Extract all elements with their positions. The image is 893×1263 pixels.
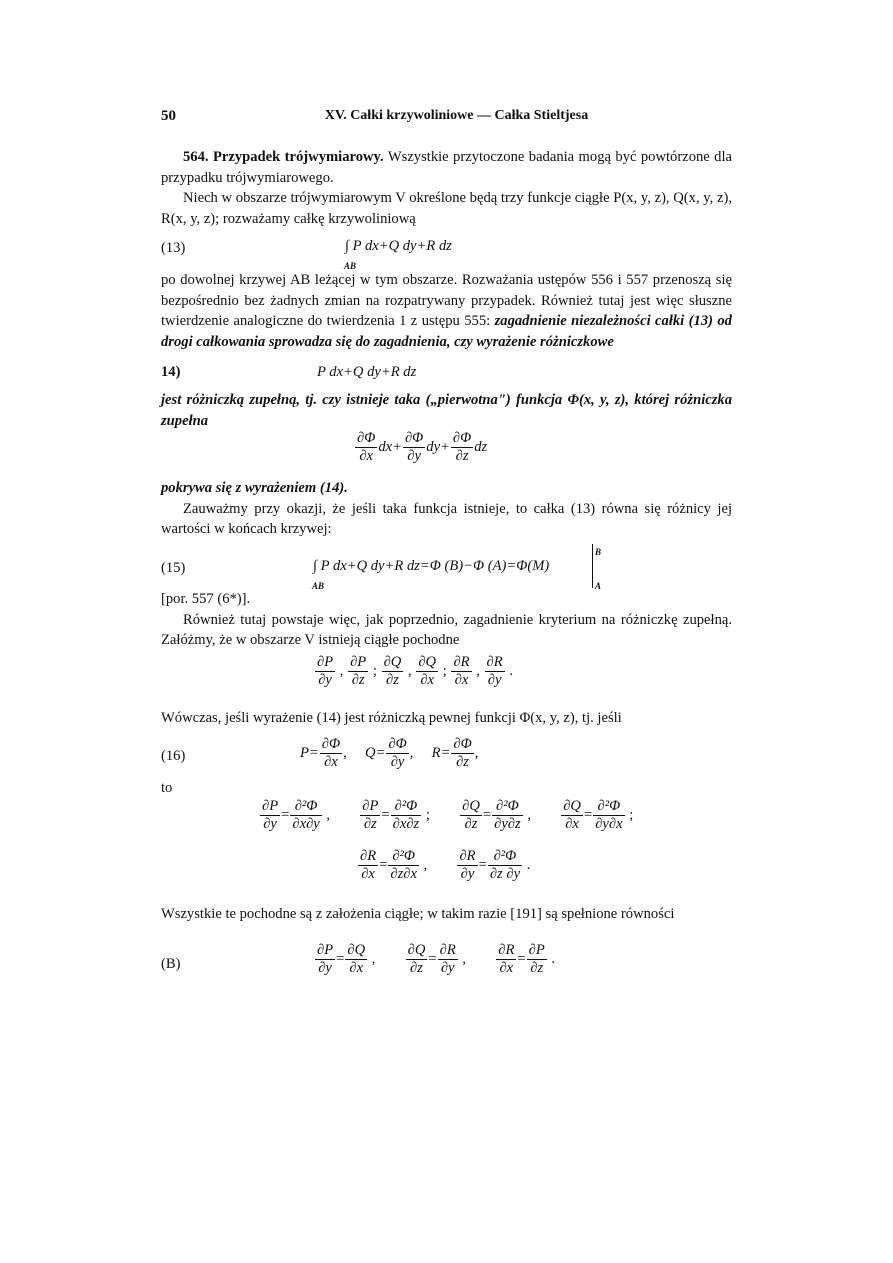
frac-num: ∂R bbox=[453, 654, 470, 670]
eq13-body: ∫ P dx+Q dy+R dz bbox=[345, 238, 452, 254]
frac-den: ∂x bbox=[565, 816, 579, 832]
fraction bbox=[451, 654, 471, 689]
frac-num: ∂Q bbox=[383, 654, 402, 670]
frac-num: ∂²Φ bbox=[593, 798, 624, 816]
symbol: , bbox=[523, 806, 561, 823]
frac-den: ∂x bbox=[454, 672, 469, 688]
fraction bbox=[457, 848, 477, 883]
frac-num: ∂Q bbox=[563, 798, 581, 814]
fraction bbox=[488, 848, 522, 883]
frac-num: ∂²Φ bbox=[492, 798, 523, 816]
symbol: = bbox=[381, 806, 390, 823]
symbol: = bbox=[482, 806, 492, 823]
eq16-Q: Q= bbox=[364, 744, 386, 761]
fraction bbox=[496, 942, 516, 977]
section-intro bbox=[161, 147, 732, 229]
symbol: , bbox=[336, 662, 348, 679]
equation-13 bbox=[161, 232, 732, 271]
frac-num: ∂R bbox=[439, 942, 456, 958]
fraction bbox=[315, 654, 335, 689]
paragraph-9 bbox=[161, 904, 732, 925]
paragraph-4: pokrywa się z wyrażeniem (14). bbox=[161, 480, 348, 496]
fraction bbox=[382, 654, 404, 689]
eq15-limit: AB bbox=[312, 581, 325, 591]
symbol: , bbox=[404, 662, 416, 679]
frac-num: ∂P bbox=[362, 798, 379, 814]
symbol: , bbox=[322, 806, 360, 823]
term: dy+ bbox=[426, 438, 450, 455]
eq15-upper: B bbox=[595, 547, 602, 557]
frac-den: ∂z bbox=[455, 448, 469, 464]
frac-den: ∂x bbox=[499, 960, 514, 976]
frac-num: ∂P bbox=[528, 942, 545, 958]
fraction bbox=[360, 798, 380, 833]
frac-den: ∂z bbox=[456, 754, 469, 770]
frac-den: ∂z bbox=[363, 816, 377, 832]
eq16-P: P= bbox=[300, 744, 319, 761]
symbol: . bbox=[547, 950, 556, 967]
symbol: ; bbox=[439, 662, 451, 679]
frac-num: ∂P bbox=[317, 942, 334, 958]
eq16-R: R= bbox=[431, 744, 451, 761]
fraction bbox=[348, 654, 368, 689]
frac-num: ∂Q bbox=[418, 654, 437, 670]
page-number: 50 bbox=[161, 108, 176, 124]
frac-den: ∂y bbox=[390, 754, 405, 770]
frac-num: ∂²Φ bbox=[388, 848, 419, 866]
frac-num: ∂²Φ bbox=[488, 848, 522, 866]
frac-num: ∂Φ bbox=[453, 736, 472, 752]
symbol: ; bbox=[625, 806, 634, 823]
paragraph-9-text: Wszystkie te pochodne są z założenia ciągłe; w takim razie [191] są spełnione równości bbox=[161, 906, 675, 922]
frac-den: ∂y bbox=[460, 866, 475, 882]
fraction bbox=[358, 848, 378, 883]
eq15-body: ∫ P dx+Q dy+R dz=Φ (B)−Φ (A)=Φ(M) bbox=[313, 558, 550, 574]
fraction bbox=[315, 942, 335, 977]
frac-den: ∂x bbox=[420, 672, 435, 688]
symbol: . bbox=[523, 856, 531, 873]
frac-num: ∂R bbox=[486, 654, 503, 670]
symbol: , bbox=[472, 662, 484, 679]
frac-den: ∂y∂x bbox=[595, 816, 623, 832]
paragraph-2-italic: zagadnienie niezależności całki (13) od drogi całkowania sprowadza się do zagadnienia, czy wyrażenie różniczkowe bbox=[161, 313, 732, 350]
fraction bbox=[492, 798, 523, 833]
frac-den: ∂y bbox=[318, 672, 332, 688]
paragraphs-6-7 bbox=[161, 589, 732, 651]
symbol: ; bbox=[422, 806, 460, 823]
fraction bbox=[260, 798, 280, 833]
frac-den: ∂x bbox=[359, 448, 374, 464]
frac-num: ∂R bbox=[498, 942, 515, 958]
frac-den: ∂x bbox=[361, 866, 375, 882]
eq16-label: (16) bbox=[161, 748, 186, 764]
frac-den: ∂z bbox=[464, 816, 478, 832]
frac-num: ∂Φ bbox=[452, 430, 472, 446]
paragraph-2-plain: po dowolnej krzywej AB leżącej w tym obszarze. Rozważania ustępów 556 i 557 przenoszą się bezpośrednio bez żadnych zmian na rozpatrywany przypadek. Również tutaj jest więc słuszne twierdzenie analogiczne do twierdzenia 1 z ustępu 555: bbox=[161, 272, 732, 330]
frac-num: ∂Q bbox=[407, 942, 426, 958]
fraction bbox=[438, 942, 458, 977]
frac-den: ∂z bbox=[351, 672, 365, 688]
frac-den: ∂x∂y bbox=[292, 816, 320, 832]
paragraph-8-text: Wówczas, jeśli wyrażenie (14) jest różniczką pewnej funkcji Φ(x, y, z), tj. jeśli bbox=[161, 710, 622, 726]
frac-num: ∂Q bbox=[347, 942, 366, 958]
frac-num: ∂²Φ bbox=[391, 798, 422, 816]
symbol: . bbox=[505, 662, 513, 679]
equation-15 bbox=[161, 547, 732, 591]
eqB-label: (B) bbox=[161, 956, 181, 972]
frac-num: ∂Φ bbox=[404, 430, 424, 446]
symbol: , bbox=[368, 950, 405, 967]
section-intro-text: Wszystkie przytoczone badania mogą być powtórzone dla przypadku trójwymiarowego. bbox=[161, 149, 733, 186]
symbol: = bbox=[517, 950, 526, 967]
eval-bar bbox=[592, 544, 593, 588]
frac-num: ∂²Φ bbox=[290, 798, 321, 816]
frac-num: ∂Q bbox=[462, 798, 480, 814]
paragraph-3 bbox=[161, 390, 732, 431]
symbol: ; bbox=[369, 662, 381, 679]
frac-den: ∂z ∂y bbox=[489, 866, 521, 882]
term: dz bbox=[474, 438, 488, 455]
frac-num: ∂R bbox=[459, 848, 476, 864]
frac-den: ∂x bbox=[349, 960, 364, 976]
frac-den: ∂y bbox=[407, 448, 421, 464]
fraction bbox=[345, 942, 367, 977]
symbol: = bbox=[428, 950, 437, 967]
symbol: , bbox=[458, 950, 496, 967]
frac-den: ∂y bbox=[487, 672, 502, 688]
eq13-limit: AB bbox=[344, 261, 357, 271]
frac-den: ∂y bbox=[440, 960, 455, 976]
fraction bbox=[388, 848, 419, 883]
eq13-label: (13) bbox=[161, 240, 186, 256]
eq15-lower: A bbox=[595, 581, 602, 591]
symbol: = bbox=[478, 856, 487, 873]
paragraphs-4-5 bbox=[161, 478, 732, 540]
eq14-body: P dx+Q dy+R dz bbox=[317, 364, 417, 380]
frac-den: ∂x∂z bbox=[392, 816, 420, 832]
running-title: XV. Całki krzywoliniowe — Całka Stieltjesa bbox=[324, 108, 589, 123]
eq15-label: (15) bbox=[161, 560, 186, 576]
fraction bbox=[460, 798, 482, 833]
fraction bbox=[593, 798, 624, 833]
frac-num: ∂P bbox=[350, 654, 367, 670]
fraction bbox=[561, 798, 583, 833]
fraction bbox=[416, 654, 438, 689]
section-number: 564. bbox=[183, 149, 209, 165]
fraction bbox=[391, 798, 422, 833]
paragraph-8 bbox=[161, 708, 732, 729]
frac-num: ∂Φ bbox=[388, 736, 407, 752]
fraction bbox=[406, 942, 428, 977]
frac-den: ∂z bbox=[530, 960, 544, 976]
fraction bbox=[485, 654, 505, 689]
paragraph-6: [por. 557 (6*)]. bbox=[161, 591, 251, 607]
fraction bbox=[290, 798, 321, 833]
symbol: = bbox=[281, 806, 290, 823]
frac-num: ∂R bbox=[360, 848, 377, 864]
frac-num: ∂P bbox=[317, 654, 334, 670]
term: dx+ bbox=[378, 438, 402, 455]
paragraph-3-text: jest różniczką zupełną, tj. czy istnieje taka („pierwotna") funkcja Φ(x, y, z), której różniczka zupełna bbox=[161, 392, 732, 429]
frac-den: ∂y∂z bbox=[494, 816, 521, 832]
frac-den: ∂y bbox=[318, 960, 332, 976]
frac-den: ∂y bbox=[263, 816, 277, 832]
frac-num: ∂Φ bbox=[357, 430, 376, 446]
page: 50 XV. Całki krzywoliniowe — Całka Stieltjesa 564. Przypadek trójwymiarowy. Wszystkie przytoczone badania mogą być powtórzone dla przypadku trójwymiarowego. Niech w obszarze trójwymiarowym V określone będą trzy funkcje ciągłe P(x, y, z), Q(x, y, z), R(x, y, z); rozważamy całkę krzywoliniową (13) ∫ P dx+Q dy+R dz AB po dowolnej krzywej AB leżącej w tym obszarze. Rozważania ustępów 556 i 557 przenoszą się bezpośrednio bez żadnych zmian na rozpatrywany przypadek. Również tutaj jest więc słuszne twierdzenie analogiczne do twierdzenia 1 z ustępu 555: zagadnienie niezależności całki (13) od drogi całkowania sprowadza się do zagadnienia, czy wyrażenie różniczkowe 14) P dx+Q dy+R dz jest różniczką zupełną, tj. czy istnieje taka („pierwotna") funkcja Φ(x, y, z), której różniczka zupełna $\frac{\partial\Phi}{\partial x}$ dx+ $\frac{\partial\Phi}{\partial y}$ dy+ $\frac{\partial\Phi}{\partial z}$ dz pokrywa się z wyrażeniem (14). Zauważmy przy okazji, że jeśli taka funkcja istnieje, to całka (13) równa się różnicy jej wartości w końcach krzywej: (15) ∫ P dx+Q dy+R dz=Φ (B)−Φ (A)=Φ(M) B A AB [por. 557 (6*)]. Również tutaj powstaje więc, jak poprzednio, zagadnienie kryterium na różniczkę zupełną. Załóżmy, że w obszarze V istnieją ciągłe pochodne $\frac{\partial P}{\partial y}$ , $\frac{\partial P}{\partial z}$ ; $\frac{\partial Q}{\partial z}$ , $\frac{\partial Q}{\partial x}$ ; $\frac{\partial R}{\partial x}$ , $\frac{\partial R}{\partial y}$ . Wówczas, jeśli wyrażenie (14) jest różniczką pewnej funkcji Φ(x, y, z), tj. jeśli (16) P= $\frac{\partial\Phi}{\partial x}$ , Q= $\frac{\partial\Phi}{\partial y}$ , R= $\frac{\partial\Phi}{\partial z}$ , to $\frac{\partial P}{\partial y}$ = $\frac{\text{∂²Φ}}{\partial x\partial y}$ , $\frac{\partial P}{\partial z}$ = $\frac{\text{∂²Φ}}{\partial x\partial z}$ ; $\frac{\partial Q}{\partial z}$ = $\frac{\text{∂²Φ}}{\partial y\partial z}$ , $\frac{\partial Q}{\partial x}$ = $\frac{\text{∂²Φ}}{\partial y\partial x}$ ; $\frac{\partial R}{\partial x}$ = $\frac{\text{∂²Φ}}{\partial z\partial x}$ , $\frac{\partial R}{\partial y}$ = $\frac{\text{∂²Φ}}{\partial z \partial y}$ . Wszystkie te pochodne są z założenia ciągłe; w takim razie [191] są spełnione równości (B) $\frac{\partial P}{\partial y}$ = $\frac{\partial Q}{\partial x}$ , $\frac{\partial Q}{\partial z}$ = $\frac{\partial R}{\partial y}$ , $\frac{\partial R}{\partial x}$ = $\frac{\partial P}{\partial z}$ . bbox=[0, 0, 893, 1263]
symbol: , bbox=[419, 856, 457, 873]
paragraph-5: Zauważmy przy okazji, że jeśli taka funkcja istnieje, to całka (13) równa się różnicy jej wartości w końcach krzywej: bbox=[161, 500, 732, 538]
fraction bbox=[527, 942, 547, 977]
frac-den: ∂x bbox=[324, 754, 338, 770]
paragraph-2 bbox=[161, 270, 732, 352]
paragraph-7: Również tutaj powstaje więc, jak poprzednio, zagadnienie kryterium na różniczkę zupełną. Załóżmy, że w obszarze V istnieją ciągłe pochodne bbox=[161, 611, 732, 649]
frac-num: ∂Φ bbox=[321, 736, 341, 752]
paragraph-1: Niech w obszarze trójwymiarowym V określone będą trzy funkcje ciągłe P(x, y, z), Q(x, y, z), R(x, y, z); rozważamy całkę krzywoliniową bbox=[161, 190, 732, 227]
to-word: to bbox=[161, 780, 173, 796]
symbol: = bbox=[379, 856, 388, 873]
frac-den: ∂z∂x bbox=[390, 866, 417, 882]
symbol: = bbox=[336, 950, 345, 967]
frac-den: ∂z bbox=[410, 960, 423, 976]
frac-den: ∂z bbox=[386, 672, 399, 688]
equation-14 bbox=[161, 356, 732, 388]
frac-num: ∂P bbox=[262, 798, 279, 814]
eq14-label: 14) bbox=[161, 364, 181, 380]
section-title: Przypadek trójwymiarowy. bbox=[212, 149, 384, 165]
symbol: = bbox=[583, 806, 593, 823]
